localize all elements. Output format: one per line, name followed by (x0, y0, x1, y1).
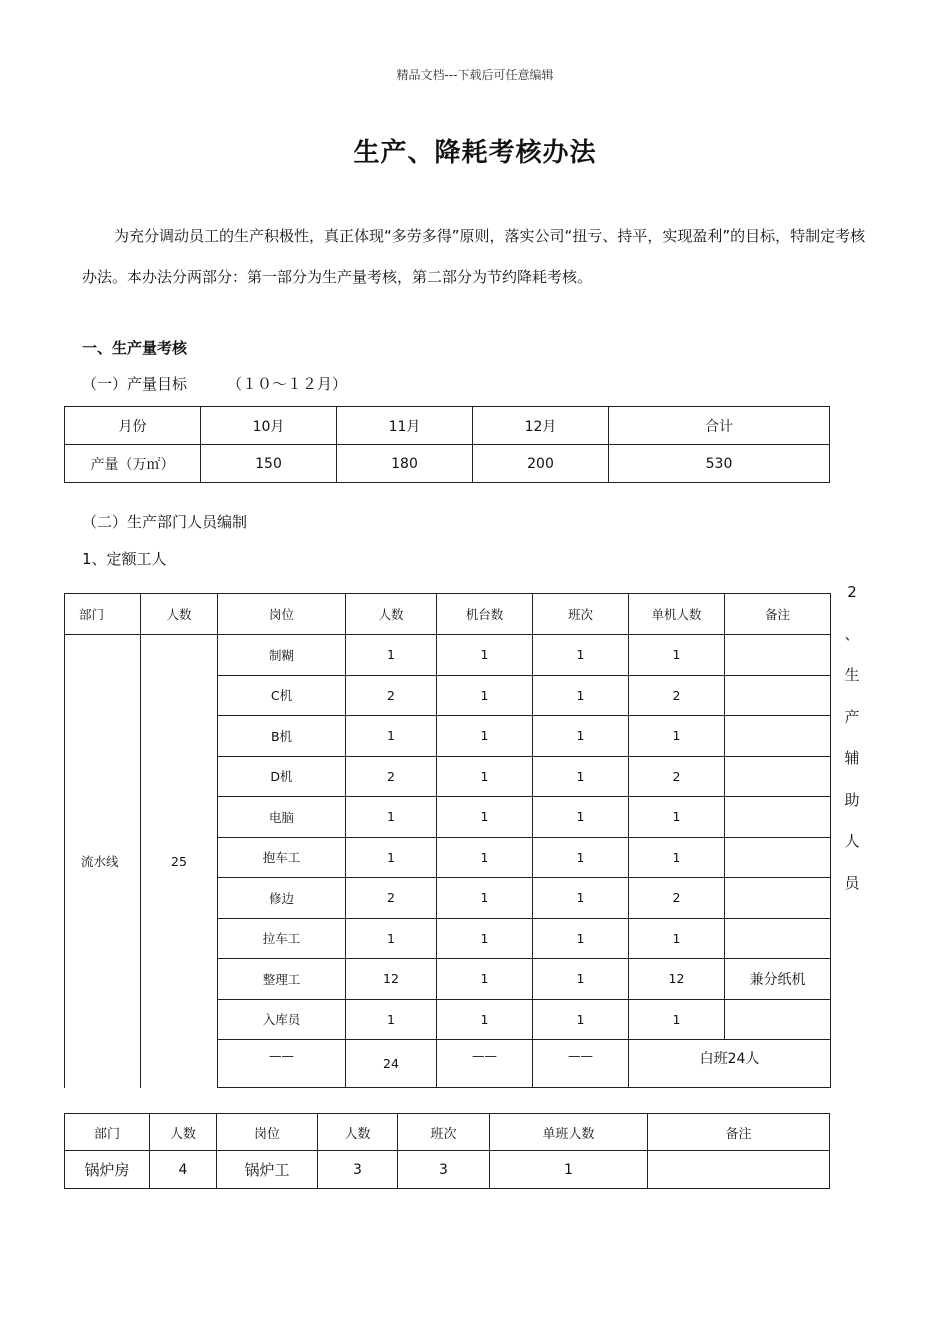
table-cell: 1 (533, 797, 629, 838)
table-cell: 1 (533, 635, 629, 676)
table-cell: —— (533, 1040, 629, 1088)
table-cell: 4 (150, 1151, 217, 1189)
table-cell (725, 675, 831, 716)
table-cell: 锅炉工 (217, 1151, 318, 1189)
table-cell: 12 (346, 959, 437, 1000)
header-cell: 岗位 (218, 594, 346, 635)
table-cell: 2 (346, 675, 437, 716)
table-cell: 1 (437, 837, 533, 878)
table-cell: —— (437, 1040, 533, 1088)
header-cell: 部门 (65, 1114, 150, 1151)
table-cell: 修边 (218, 878, 346, 919)
table-cell: 1 (437, 675, 533, 716)
table-cell: 1 (437, 959, 533, 1000)
side-char: 、 (844, 624, 860, 643)
table-cell: 1 (437, 797, 533, 838)
table-header-row (65, 407, 830, 445)
side-char: 助 (844, 790, 860, 809)
table-cell: 180 (337, 445, 473, 483)
table-cell (725, 999, 831, 1040)
side-char: 人 (844, 832, 860, 850)
section-heading-production: 一、生产量考核 (82, 339, 188, 357)
table-header-row (65, 1114, 830, 1151)
table-cell: 入库员 (218, 999, 346, 1040)
side-char: 员 (844, 873, 860, 892)
side-char: 产 (844, 707, 860, 726)
table-cell: 12 (629, 959, 725, 1000)
subheading-target (82, 373, 347, 394)
header-cell: 岗位 (217, 1114, 318, 1151)
header-cell: 人数 (346, 594, 437, 635)
table-cell (725, 918, 831, 959)
header-cell: 单班人数 (490, 1114, 648, 1151)
table-cell: 1 (346, 635, 437, 676)
side-heading-auxiliary-staff (840, 582, 864, 914)
table-cell (648, 1151, 830, 1189)
department-cell: 流水线 (65, 635, 141, 1088)
table-cell: 1 (533, 756, 629, 797)
quota-worker-table (64, 593, 831, 1088)
table-cell: 1 (437, 635, 533, 676)
table-cell: 2 (629, 878, 725, 919)
header-cell: 备注 (725, 594, 831, 635)
table-cell: 1 (346, 797, 437, 838)
table-cell: 1 (437, 918, 533, 959)
table-cell: 1 (533, 999, 629, 1040)
table-cell (725, 837, 831, 878)
table-cell: 制糊 (218, 635, 346, 676)
table-cell: 1 (533, 878, 629, 919)
department-count-cell: 25 (141, 635, 218, 1088)
table-cell: 3 (398, 1151, 490, 1189)
table-cell: 产量（万㎡） (65, 445, 201, 483)
table-cell: 1 (629, 837, 725, 878)
document-title: 生产、降耗考核办法 (353, 138, 597, 168)
header-cell: 单机人数 (629, 594, 725, 635)
header-cell: 备注 (648, 1114, 830, 1151)
header-cell: 班次 (398, 1114, 490, 1151)
table-cell: 1 (629, 797, 725, 838)
table-cell: 2 (346, 756, 437, 797)
table-cell: 1 (533, 675, 629, 716)
production-target-table (64, 406, 830, 483)
item-quota-workers: 1、定额工人 (82, 550, 167, 568)
table-cell: 530 (609, 445, 830, 483)
table-cell: C机 (218, 675, 346, 716)
table-cell: 1 (437, 999, 533, 1040)
table-cell (725, 878, 831, 919)
table-cell: 锅炉房 (65, 1151, 150, 1189)
header-cell: 人数 (318, 1114, 398, 1151)
table-cell: 整理工 (218, 959, 346, 1000)
side-char: 辅 (844, 749, 860, 767)
table-cell: 1 (437, 878, 533, 919)
table-cell: 2 (346, 878, 437, 919)
header-cell: 合计 (609, 407, 830, 445)
intro-text: 为充分调动员工的生产积极性，真正体现“多劳多得”原则，落实公司“扭亏、持平，实现盈利”的目标，特制定考核办法。本办法分两部分：第一部分为生产量考核，第二部分为节约降耗考核。 (82, 227, 866, 286)
table-cell: D机 (218, 756, 346, 797)
table-cell: 1 (346, 999, 437, 1040)
table-cell: 1 (346, 918, 437, 959)
table-cell: 电脑 (218, 797, 346, 838)
table-cell: 抱车工 (218, 837, 346, 878)
table-row (65, 445, 830, 483)
header-cell: 10月 (201, 407, 337, 445)
table-cell (725, 756, 831, 797)
table-cell (725, 716, 831, 757)
table-cell: 1 (533, 716, 629, 757)
table-cell: 1 (629, 918, 725, 959)
header-cell: 班次 (533, 594, 629, 635)
header-cell: 人数 (150, 1114, 217, 1151)
subheading-target-label: （一）产量目标 (82, 375, 188, 393)
table-cell: 3 (318, 1151, 398, 1189)
header-cell: 人数 (141, 594, 218, 635)
subheading-target-range: （１０～１２月） (227, 375, 348, 393)
header-note: 精品文档---下载后可任意编辑 (396, 68, 554, 82)
auxiliary-staff-table (64, 1113, 830, 1189)
table-cell (725, 635, 831, 676)
table-cell: 1 (533, 959, 629, 1000)
table-cell: 2 (629, 756, 725, 797)
table-cell: 1 (346, 716, 437, 757)
side-char: 2 (847, 583, 857, 601)
table-cell: 1 (490, 1151, 648, 1189)
table-cell: 200 (473, 445, 609, 483)
table-row (65, 635, 831, 676)
table-cell: 1 (437, 756, 533, 797)
table-cell: 兼分纸机 (725, 959, 831, 1000)
table-cell: —— (218, 1040, 346, 1088)
table-cell: 1 (629, 999, 725, 1040)
table-cell: B机 (218, 716, 346, 757)
subheading-staffing: （二）生产部门人员编制 (82, 513, 248, 531)
table-cell (725, 797, 831, 838)
table-cell: 1 (533, 837, 629, 878)
table-cell: 1 (533, 918, 629, 959)
table-cell: 拉车工 (218, 918, 346, 959)
intro-paragraph (82, 216, 872, 298)
header-cell: 月份 (65, 407, 201, 445)
header-cell: 12月 (473, 407, 609, 445)
table-cell: 1 (629, 716, 725, 757)
table-cell: 1 (629, 635, 725, 676)
table-cell: 白班24人 (629, 1040, 831, 1088)
table-cell: 150 (201, 445, 337, 483)
table-cell: 24 (346, 1040, 437, 1088)
table-cell: 1 (346, 837, 437, 878)
table-row (65, 1151, 830, 1189)
table-cell: 1 (437, 716, 533, 757)
side-char: 生 (844, 666, 860, 684)
table-cell: 2 (629, 675, 725, 716)
header-cell: 机台数 (437, 594, 533, 635)
header-cell: 部门 (65, 594, 141, 635)
table-header-row (65, 594, 831, 635)
header-cell: 11月 (337, 407, 473, 445)
